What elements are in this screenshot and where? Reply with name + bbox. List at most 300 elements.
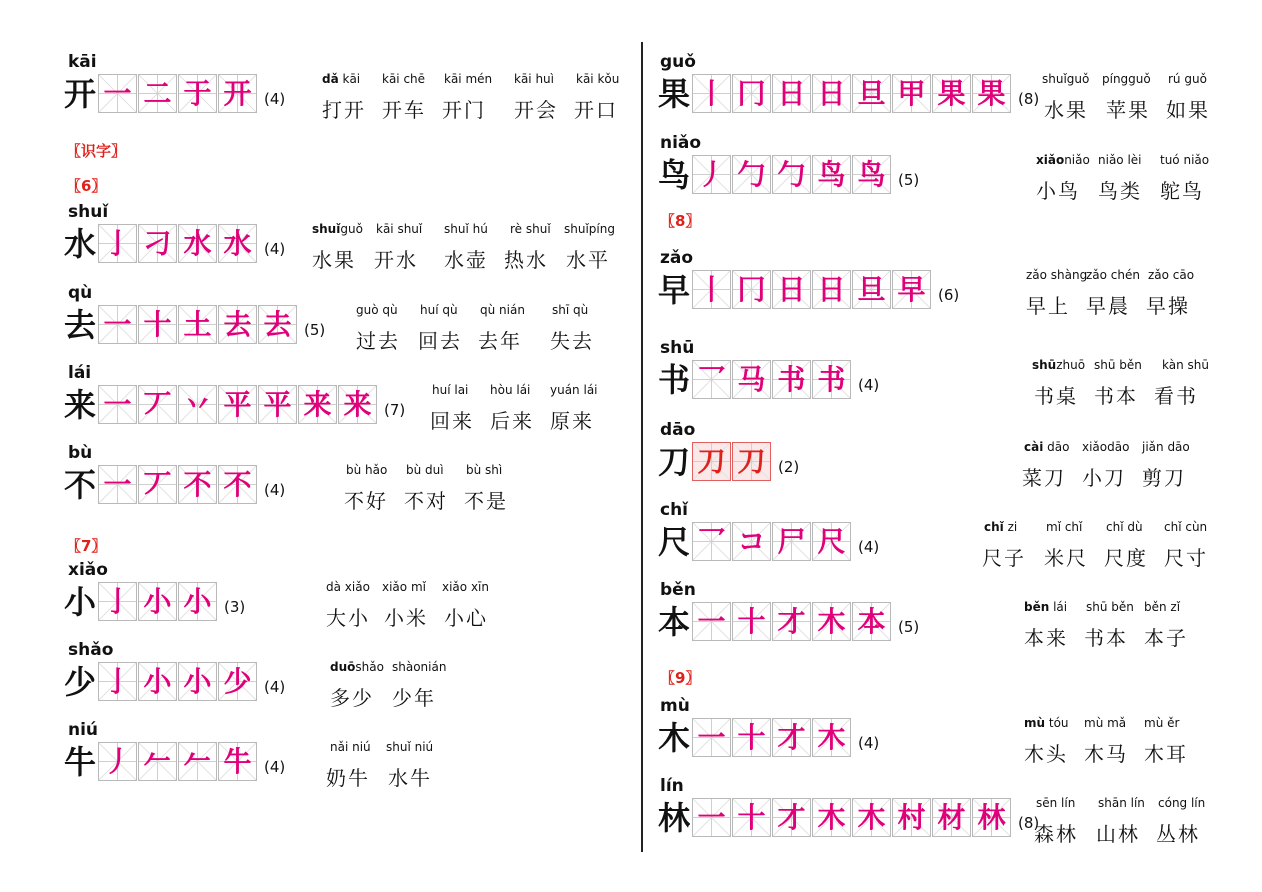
word-characters: 剪刀 bbox=[1142, 466, 1186, 490]
main-character: 早 bbox=[658, 271, 691, 309]
word-characters: 早上 bbox=[1026, 294, 1070, 318]
word-pinyin: huí qù bbox=[420, 303, 458, 317]
stroke-count: (3) bbox=[224, 598, 246, 616]
stroke-cell bbox=[772, 360, 811, 399]
character-entry bbox=[660, 776, 1220, 856]
stroke-cell bbox=[98, 662, 137, 701]
word-characters: 木马 bbox=[1084, 742, 1128, 766]
stroke-order-grid bbox=[98, 305, 298, 344]
stroke-order-grid bbox=[98, 742, 258, 781]
character-pinyin: shū bbox=[660, 338, 695, 358]
stroke-order-grid bbox=[692, 522, 852, 561]
word-pinyin: shuǐguǒ bbox=[312, 222, 363, 236]
stroke-step: 书 bbox=[817, 363, 846, 396]
stroke-cell bbox=[98, 385, 137, 424]
word-characters: 米尺 bbox=[1044, 546, 1088, 570]
stroke-step: 亅 bbox=[103, 665, 132, 698]
stroke-order-grid bbox=[98, 465, 258, 504]
word-pinyin: dǎ kāi bbox=[322, 72, 361, 86]
stroke-step: 日 bbox=[777, 273, 806, 306]
stroke-step: 丷 bbox=[183, 388, 212, 421]
word-characters: 本子 bbox=[1144, 626, 1188, 650]
stroke-step: 十 bbox=[143, 308, 172, 341]
stroke-cell bbox=[732, 798, 771, 837]
word-characters: 过去 bbox=[356, 329, 400, 353]
stroke-count: (8) bbox=[1018, 90, 1040, 108]
word-pinyin: chǐ cùn bbox=[1164, 520, 1208, 534]
character-entry bbox=[66, 52, 626, 132]
stroke-cell bbox=[732, 74, 771, 113]
stroke-count: (2) bbox=[778, 458, 800, 476]
stroke-step: 乛 bbox=[697, 525, 726, 558]
stroke-step: 十 bbox=[737, 605, 766, 638]
stroke-step: 亅 bbox=[103, 585, 132, 618]
word-pinyin: shū běn bbox=[1086, 600, 1134, 614]
word-pinyin: bù shì bbox=[466, 463, 503, 477]
stroke-step: 小 bbox=[183, 585, 212, 618]
stroke-step: 林 bbox=[977, 801, 1006, 834]
stroke-cell bbox=[258, 305, 297, 344]
stroke-step: 水 bbox=[183, 227, 212, 260]
word-characters: 开会 bbox=[514, 98, 558, 122]
stroke-cell bbox=[338, 385, 377, 424]
stroke-cell bbox=[852, 270, 891, 309]
main-character: 少 bbox=[64, 663, 97, 701]
character-pinyin: niǎo bbox=[660, 133, 702, 153]
word-pinyin: chǐ dù bbox=[1106, 520, 1143, 534]
stroke-step: 于 bbox=[183, 77, 212, 110]
lesson-header: 〖9〗 bbox=[660, 669, 701, 687]
stroke-step: 书 bbox=[777, 363, 806, 396]
character-entry bbox=[66, 363, 626, 443]
word-pinyin: cài dāo bbox=[1024, 440, 1070, 454]
stroke-order-grid bbox=[692, 602, 892, 641]
character-pinyin: guǒ bbox=[660, 52, 696, 72]
stroke-order-grid bbox=[692, 155, 892, 194]
stroke-cell bbox=[218, 662, 257, 701]
word-pinyin: duōshǎo bbox=[330, 660, 384, 674]
character-entry bbox=[660, 500, 1220, 580]
main-character: 本 bbox=[658, 603, 691, 641]
word-characters: 尺度 bbox=[1104, 546, 1148, 570]
main-character: 开 bbox=[64, 75, 97, 113]
stroke-order-grid bbox=[692, 798, 1012, 837]
stroke-step: 水 bbox=[223, 227, 252, 260]
stroke-cell bbox=[258, 385, 297, 424]
word-pinyin: kāi shuǐ bbox=[376, 222, 423, 236]
word-pinyin: chǐ zi bbox=[984, 520, 1018, 534]
word-pinyin: qù nián bbox=[480, 303, 525, 317]
main-character: 林 bbox=[658, 799, 691, 837]
column-divider bbox=[641, 42, 643, 852]
lesson-header: 〖识字〗 bbox=[66, 142, 127, 160]
character-entry bbox=[660, 133, 1220, 213]
word-pinyin: niǎo lèi bbox=[1098, 153, 1142, 167]
word-characters: 不是 bbox=[464, 489, 508, 513]
stroke-cell bbox=[138, 305, 177, 344]
stroke-step: 果 bbox=[937, 77, 966, 110]
word-characters: 小心 bbox=[444, 606, 488, 630]
stroke-step: 一 bbox=[103, 388, 132, 421]
word-characters: 书本 bbox=[1094, 384, 1138, 408]
word-pinyin: shuǐguǒ bbox=[1042, 72, 1090, 86]
word-characters: 小米 bbox=[384, 606, 428, 630]
word-pinyin: mǐ chǐ bbox=[1046, 520, 1083, 534]
stroke-step: 材 bbox=[937, 801, 966, 834]
stroke-cell bbox=[892, 74, 931, 113]
word-characters: 鸵鸟 bbox=[1160, 179, 1204, 203]
stroke-order-grid bbox=[692, 74, 1012, 113]
word-pinyin: mù tóu bbox=[1024, 716, 1069, 730]
stroke-step: 勹 bbox=[777, 158, 806, 191]
character-entry bbox=[660, 696, 1220, 776]
main-character: 来 bbox=[64, 386, 97, 424]
stroke-count: (6) bbox=[938, 286, 960, 304]
character-entry bbox=[66, 283, 626, 363]
word-characters: 少年 bbox=[392, 686, 436, 710]
stroke-step: 平 bbox=[263, 388, 292, 421]
word-characters: 失去 bbox=[550, 329, 594, 353]
word-characters: 原来 bbox=[550, 409, 594, 433]
word-characters: 不好 bbox=[344, 489, 388, 513]
word-pinyin: huí lai bbox=[432, 383, 469, 397]
word-characters: 如果 bbox=[1166, 98, 1210, 122]
lesson-header: 〖7〗 bbox=[66, 537, 107, 555]
stroke-cell bbox=[178, 224, 217, 263]
stroke-cell bbox=[692, 718, 731, 757]
word-characters: 不对 bbox=[404, 489, 448, 513]
stroke-step: 一 bbox=[697, 801, 726, 834]
stroke-cell bbox=[852, 155, 891, 194]
character-pinyin: xiǎo bbox=[68, 560, 108, 580]
word-characters: 热水 bbox=[504, 248, 548, 272]
stroke-step: 一 bbox=[103, 468, 132, 501]
stroke-cell bbox=[138, 742, 177, 781]
stroke-cell bbox=[138, 74, 177, 113]
word-characters: 回去 bbox=[418, 329, 462, 353]
stroke-step: 不 bbox=[183, 468, 212, 501]
character-pinyin: shǎo bbox=[68, 640, 114, 660]
stroke-step: 去 bbox=[223, 308, 252, 341]
word-pinyin: tuó niǎo bbox=[1160, 153, 1210, 167]
stroke-cell bbox=[218, 74, 257, 113]
stroke-step: 木 bbox=[857, 801, 886, 834]
stroke-cell bbox=[732, 718, 771, 757]
stroke-cell bbox=[732, 270, 771, 309]
stroke-step: 十 bbox=[737, 801, 766, 834]
word-characters: 开门 bbox=[442, 98, 486, 122]
stroke-step: 丆 bbox=[143, 388, 172, 421]
stroke-cell bbox=[692, 270, 731, 309]
stroke-step: 刁 bbox=[143, 227, 172, 260]
stroke-cell bbox=[218, 385, 257, 424]
stroke-count: (4) bbox=[264, 240, 286, 258]
stroke-step: 木 bbox=[817, 801, 846, 834]
stroke-cell bbox=[812, 602, 851, 641]
word-pinyin: píngguǒ bbox=[1102, 72, 1151, 86]
stroke-step: 马 bbox=[737, 363, 766, 396]
stroke-step: 木 bbox=[817, 605, 846, 638]
word-characters: 木耳 bbox=[1144, 742, 1188, 766]
stroke-cell bbox=[218, 465, 257, 504]
stroke-cell bbox=[892, 270, 931, 309]
word-characters: 早操 bbox=[1146, 294, 1190, 318]
word-characters: 水壶 bbox=[444, 248, 488, 272]
character-entry bbox=[660, 420, 1220, 500]
stroke-cell bbox=[732, 442, 771, 481]
word-pinyin: kàn shū bbox=[1162, 358, 1209, 372]
stroke-count: (4) bbox=[858, 538, 880, 556]
stroke-step: 冂 bbox=[737, 77, 766, 110]
stroke-cell bbox=[218, 742, 257, 781]
character-pinyin: kāi bbox=[68, 52, 97, 72]
stroke-cell bbox=[138, 224, 177, 263]
word-pinyin: shūzhuō bbox=[1032, 358, 1086, 372]
stroke-step: 勹 bbox=[737, 158, 766, 191]
word-characters: 早晨 bbox=[1086, 294, 1130, 318]
stroke-cell bbox=[852, 602, 891, 641]
stroke-count: (4) bbox=[264, 90, 286, 108]
stroke-count: (4) bbox=[264, 678, 286, 696]
character-entry bbox=[660, 52, 1220, 132]
character-pinyin: běn bbox=[660, 580, 696, 600]
word-pinyin: mù ěr bbox=[1144, 716, 1180, 730]
main-character: 水 bbox=[64, 225, 97, 263]
stroke-cell bbox=[692, 360, 731, 399]
word-pinyin: hòu lái bbox=[490, 383, 531, 397]
stroke-step: 早 bbox=[897, 273, 926, 306]
stroke-step: 丆 bbox=[143, 468, 172, 501]
stroke-cell bbox=[812, 270, 851, 309]
stroke-cell bbox=[772, 74, 811, 113]
word-pinyin: shuǐ niú bbox=[386, 740, 434, 754]
word-characters: 水果 bbox=[1044, 98, 1088, 122]
stroke-step: 不 bbox=[223, 468, 252, 501]
main-character: 鸟 bbox=[658, 156, 691, 194]
stroke-count: (5) bbox=[304, 321, 326, 339]
word-pinyin: nǎi niú bbox=[330, 740, 371, 754]
word-characters: 开车 bbox=[382, 98, 426, 122]
stroke-cell bbox=[178, 465, 217, 504]
word-characters: 开口 bbox=[574, 98, 618, 122]
main-character: 牛 bbox=[64, 743, 97, 781]
stroke-step: 才 bbox=[777, 721, 806, 754]
word-characters: 尺寸 bbox=[1164, 546, 1208, 570]
stroke-cell bbox=[178, 742, 217, 781]
word-pinyin: guò qù bbox=[356, 303, 398, 317]
stroke-step: 亅 bbox=[103, 227, 132, 260]
stroke-count: (4) bbox=[264, 481, 286, 499]
main-character: 果 bbox=[658, 75, 691, 113]
word-characters: 大小 bbox=[326, 606, 370, 630]
character-pinyin: bù bbox=[68, 443, 93, 463]
stroke-cell bbox=[178, 74, 217, 113]
word-characters: 鸟类 bbox=[1098, 179, 1142, 203]
word-characters: 书桌 bbox=[1034, 384, 1078, 408]
stroke-cell bbox=[772, 522, 811, 561]
word-characters: 山林 bbox=[1096, 822, 1140, 846]
stroke-step: 尺 bbox=[817, 525, 846, 558]
stroke-step: 才 bbox=[777, 605, 806, 638]
stroke-cell bbox=[772, 602, 811, 641]
stroke-cell bbox=[852, 798, 891, 837]
stroke-cell bbox=[218, 224, 257, 263]
word-pinyin: rú guǒ bbox=[1168, 72, 1207, 86]
stroke-order-grid bbox=[692, 270, 932, 309]
character-entry bbox=[66, 720, 626, 800]
character-pinyin: lái bbox=[68, 363, 92, 383]
stroke-cell bbox=[972, 798, 1011, 837]
stroke-step: 本 bbox=[857, 605, 886, 638]
stroke-step: 平 bbox=[223, 388, 252, 421]
word-characters: 丛林 bbox=[1156, 822, 1200, 846]
character-pinyin: zǎo bbox=[660, 248, 694, 268]
word-pinyin: shū běn bbox=[1094, 358, 1142, 372]
word-characters: 小鸟 bbox=[1036, 179, 1080, 203]
word-characters: 水牛 bbox=[388, 766, 432, 790]
word-characters: 回来 bbox=[430, 409, 474, 433]
main-character: 不 bbox=[64, 466, 97, 504]
stroke-step: 小 bbox=[143, 585, 172, 618]
main-character: 尺 bbox=[658, 523, 691, 561]
word-characters: 后来 bbox=[490, 409, 534, 433]
character-entry bbox=[660, 248, 1220, 328]
stroke-step: 一 bbox=[103, 77, 132, 110]
stroke-cell bbox=[812, 74, 851, 113]
stroke-step: 木 bbox=[817, 721, 846, 754]
word-pinyin: kāi kǒu bbox=[576, 72, 620, 86]
stroke-cell bbox=[218, 305, 257, 344]
word-pinyin: xiǎo xīn bbox=[442, 580, 489, 594]
stroke-step: 来 bbox=[303, 388, 332, 421]
stroke-cell bbox=[692, 798, 731, 837]
stroke-step: 十 bbox=[737, 721, 766, 754]
stroke-step: 旦 bbox=[857, 273, 886, 306]
stroke-order-grid bbox=[98, 74, 258, 113]
word-pinyin: bù duì bbox=[406, 463, 444, 477]
stroke-step: 日 bbox=[817, 273, 846, 306]
stroke-cell bbox=[692, 74, 731, 113]
word-pinyin: mù mǎ bbox=[1084, 716, 1127, 730]
stroke-step: 日 bbox=[777, 77, 806, 110]
stroke-step: 果 bbox=[977, 77, 1006, 110]
stroke-cell bbox=[732, 602, 771, 641]
stroke-step: 牛 bbox=[223, 745, 252, 778]
stroke-step: 才 bbox=[777, 801, 806, 834]
main-character: 去 bbox=[64, 306, 97, 344]
word-pinyin: běn lái bbox=[1024, 600, 1068, 614]
word-characters: 开水 bbox=[374, 248, 418, 272]
character-pinyin: dāo bbox=[660, 420, 696, 440]
stroke-step: 一 bbox=[697, 605, 726, 638]
character-pinyin: shuǐ bbox=[68, 202, 109, 222]
word-characters: 看书 bbox=[1154, 384, 1198, 408]
stroke-cell bbox=[98, 742, 137, 781]
stroke-cell bbox=[772, 270, 811, 309]
main-character: 木 bbox=[658, 719, 691, 757]
word-pinyin: shuǐ hú bbox=[444, 222, 488, 236]
stroke-count: (7) bbox=[384, 401, 406, 419]
lesson-header: 〖8〗 bbox=[660, 212, 701, 230]
stroke-count: (8) bbox=[1018, 814, 1040, 832]
stroke-step: 小 bbox=[143, 665, 172, 698]
stroke-order-grid bbox=[692, 718, 852, 757]
word-characters: 木头 bbox=[1024, 742, 1068, 766]
character-pinyin: niú bbox=[68, 720, 99, 740]
stroke-cell bbox=[772, 718, 811, 757]
main-character: 书 bbox=[658, 361, 691, 399]
stroke-step: 丿 bbox=[103, 745, 132, 778]
stroke-step: 𠂉 bbox=[183, 745, 212, 778]
stroke-cell bbox=[178, 582, 217, 621]
word-pinyin: xiǎoniǎo bbox=[1036, 153, 1090, 167]
stroke-cell bbox=[692, 602, 731, 641]
word-pinyin: xiǎodāo bbox=[1082, 440, 1130, 454]
stroke-cell bbox=[812, 155, 851, 194]
character-entry bbox=[66, 560, 626, 640]
stroke-step: 丨 bbox=[697, 273, 726, 306]
stroke-cell bbox=[812, 360, 851, 399]
stroke-order-grid bbox=[692, 360, 852, 399]
word-characters: 水平 bbox=[566, 248, 610, 272]
word-pinyin: kāi huì bbox=[514, 72, 554, 86]
stroke-count: (4) bbox=[858, 734, 880, 752]
stroke-cell bbox=[138, 662, 177, 701]
stroke-step: 村 bbox=[897, 801, 926, 834]
stroke-step: 𠂉 bbox=[143, 745, 172, 778]
stroke-step: 鸟 bbox=[817, 158, 846, 191]
stroke-cell bbox=[852, 74, 891, 113]
stroke-cell bbox=[812, 522, 851, 561]
character-pinyin: mù bbox=[660, 696, 690, 716]
word-pinyin: dà xiǎo bbox=[326, 580, 370, 594]
stroke-step: 开 bbox=[223, 77, 252, 110]
stroke-step: 冂 bbox=[737, 273, 766, 306]
stroke-cell bbox=[138, 465, 177, 504]
word-pinyin: shī qù bbox=[552, 303, 589, 317]
stroke-cell bbox=[692, 522, 731, 561]
stroke-cell bbox=[138, 385, 177, 424]
word-characters: 打开 bbox=[322, 98, 366, 122]
stroke-cell bbox=[812, 798, 851, 837]
stroke-cell bbox=[98, 74, 137, 113]
stroke-cell bbox=[732, 155, 771, 194]
stroke-order-grid bbox=[98, 662, 258, 701]
stroke-step: 一 bbox=[697, 721, 726, 754]
stroke-step: 小 bbox=[183, 665, 212, 698]
stroke-cell bbox=[178, 305, 217, 344]
stroke-step: 一 bbox=[103, 308, 132, 341]
stroke-step: 甲 bbox=[897, 77, 926, 110]
word-pinyin: bù hǎo bbox=[346, 463, 388, 477]
stroke-step: 丨 bbox=[697, 77, 726, 110]
stroke-step: 刀 bbox=[697, 445, 726, 478]
word-pinyin: kāi mén bbox=[444, 72, 493, 86]
word-pinyin: yuán lái bbox=[550, 383, 598, 397]
stroke-order-grid bbox=[98, 224, 258, 263]
character-pinyin: chǐ bbox=[660, 500, 689, 520]
word-characters: 书本 bbox=[1084, 626, 1128, 650]
word-characters: 本来 bbox=[1024, 626, 1068, 650]
word-pinyin: cóng lín bbox=[1158, 796, 1206, 810]
stroke-cell bbox=[932, 74, 971, 113]
stroke-cell bbox=[732, 360, 771, 399]
stroke-step: 去 bbox=[263, 308, 292, 341]
stroke-cell bbox=[772, 155, 811, 194]
stroke-step: 旦 bbox=[857, 77, 886, 110]
word-pinyin: zǎo cāo bbox=[1148, 268, 1195, 282]
word-pinyin: xiǎo mǐ bbox=[382, 580, 426, 594]
